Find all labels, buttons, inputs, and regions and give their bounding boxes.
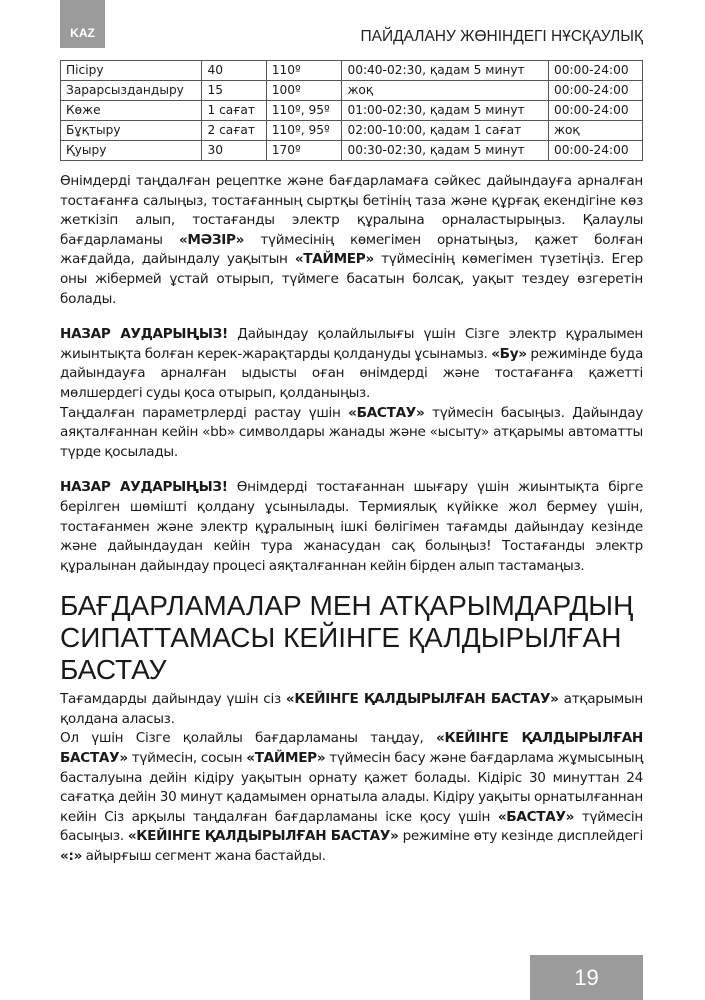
emphasis-text: «БАСТАУ» [348, 404, 425, 421]
emphasis-text: «Бу» [491, 345, 527, 362]
emphasis-text: «КЕЙІНГЕ ҚАЛДЫРЫЛҒАН БАСТАУ» [285, 691, 559, 708]
text-run: Өнімдерді таңдалған рецептке және бағдарламаға сәйкес дайындауға арналған тостағанға салыңыз, тостағанның сыртқы бетінің таза және құрғақ екендігіне көз жеткізіп алып, тостағанды электр құралына орналастырыңыз. Қалаулы бағдарламаны [60, 173, 643, 248]
table-cell: 110º, 95º [266, 101, 342, 121]
table-cell: 15 [202, 81, 266, 101]
table-row [61, 121, 643, 141]
text-run: Ол үшін Сізге қолайлы бағдарламаны таңдау, [60, 730, 436, 747]
text-run: Тағамдарды дайындау үшін сіз [60, 691, 286, 708]
paragraph [60, 404, 643, 463]
text-run: атқарымын қолдана аласыз. [60, 691, 643, 727]
emphasis-text: НАЗАР АУДАРЫҢЫЗ! [60, 326, 228, 343]
text-run: түймесін басу және бағдарлама жұмысының басталуына дейін кідіру уақытын орнату қажет болады. Кідіріс 30 минуттан 24 сағатқа дейін 30 минут қадамымен орнатыла алады. Кідіру уақыты орнатылғаннан кейін Сіз арқылы таңдалған бағдарламаны іске қосу үшін [60, 750, 643, 825]
table-cell: 110º [266, 61, 342, 81]
language-label: KAZ [70, 26, 95, 40]
emphasis-text: «:» [60, 848, 83, 865]
emphasis-text: «КЕЙІНГЕ ҚАЛДЫРЫЛҒАН БАСТАУ» [127, 828, 399, 845]
document-title: ПАЙДАЛАНУ ЖӨНІНДЕГІ НҰСҚАУЛЫҚ [360, 28, 643, 45]
table-row [61, 61, 643, 81]
table-cell: Қуыру [61, 141, 202, 161]
text-run: айырғыш сегмент жана бастайды. [82, 848, 326, 865]
emphasis-text: «МӘЗІР» [178, 231, 245, 248]
table-cell: 170º [266, 141, 342, 161]
table-cell: 00:30-02:30, қадам 5 минут [342, 141, 549, 161]
program-table [60, 60, 643, 161]
table-cell: 2 сағат [202, 121, 266, 141]
text-run: Дайындау қолайлылығы үшін Сізге электр құралымен жиынтықта болған керек-жарақтарды қолдануды ұсынамыз. [60, 326, 643, 362]
paragraph [60, 729, 643, 866]
page-number [530, 955, 643, 1000]
instructions-text [60, 172, 643, 576]
paragraph [60, 690, 643, 729]
paragraph [60, 325, 643, 403]
language-tab [60, 0, 105, 48]
table-cell: жоқ [548, 121, 642, 141]
text-run: түймесінің көмегімен орнатыңыз, қажет болған жағдайда, дайындалу уақытын [60, 231, 643, 268]
table-row [61, 101, 643, 121]
table-row [61, 141, 643, 161]
table-row [61, 81, 643, 101]
table-cell: 100º [266, 81, 342, 101]
table-cell: 40 [202, 61, 266, 81]
page-number-label: 19 [574, 964, 599, 990]
text-run: Өнімдерді тостағаннан шығару үшін жиынтықта бірге берілген шөмішті қолдану ұсынылады. Термиялық күйікке жол бермеу үшін, тостағанмен және электр құралының ішкі бөлігімен тағамды дайындау кезінде және дайындаудан кейін тура жанасудан сақ болыңыз! Тостағанды электр құралынан дайындау процесі аяқталғаннан кейін бірден алып тастамаңыз. [60, 479, 644, 574]
heading-line: БАҒДАРЛАМАЛАР МЕН АТҚАРЫМДАРДЫҢ [60, 590, 634, 622]
table-cell: 1 сағат [202, 101, 266, 121]
heading-line: СИПАТТАМАСЫ КЕЙІНГЕ ҚАЛДЫРЫЛҒАН [60, 622, 622, 654]
text-run: түймесін, сосын [127, 750, 247, 767]
text-run: түймесін басыңыз. [60, 808, 643, 845]
table-cell: 02:00-10:00, қадам 1 сағат [342, 121, 549, 141]
table-cell: 110º, 95º [266, 121, 342, 141]
table-cell: Бұқтыру [61, 121, 202, 141]
delayed-start-text [60, 690, 643, 866]
emphasis-text: «БАСТАУ» [497, 808, 575, 825]
section-heading [60, 590, 643, 686]
table-cell: 00:00-24:00 [548, 141, 642, 161]
table-cell: 00:00-24:00 [548, 81, 642, 101]
table-cell: 00:00-24:00 [548, 101, 642, 121]
paragraph [60, 172, 643, 309]
text-run: түймесінің көмегімен түзетіңіз. Егер оны жібермей ұстай отырып, түймеге басатын болсақ, уақыт тездеу өзгеретін болады. [60, 251, 643, 307]
heading-line: БАСТАУ [60, 654, 167, 686]
emphasis-text: «КЕЙІНГЕ ҚАЛДЫРЫЛҒАН БАСТАУ» [60, 730, 643, 767]
text-run: режимінде буда дайындауға арналған ыдысты оған өнімдерді және тостағанға қажетті мөлшердегі суды қоса отырып, қолданыңыз. [60, 345, 643, 401]
table-cell: 00:40-02:30, қадам 5 минут [342, 61, 549, 81]
table-cell: Зарарсыздандыру [61, 81, 202, 101]
table-cell: Көже [61, 101, 202, 121]
emphasis-text: «ТАЙМЕР» [294, 251, 374, 268]
emphasis-text: «ТАЙМЕР» [246, 750, 326, 767]
paragraph [60, 478, 643, 576]
table-cell: 00:00-24:00 [548, 61, 642, 81]
text-run: режиміне өту кезінде дисплейдегі [398, 828, 643, 845]
emphasis-text: НАЗАР АУДАРЫҢЫЗ! [60, 479, 228, 496]
main-content [60, 172, 643, 867]
table-cell: 01:00-02:30, қадам 5 минут [342, 101, 549, 121]
table-cell: Пісіру [61, 61, 202, 81]
text-run: түймесін басыңыз. Дайындау аяқталғаннан кейін «bb» символдары жанады және «ысыту» атқарымы автоматты түрде қосылады. [60, 404, 643, 460]
text-run: Таңдалған параметрлерді растау үшін [60, 404, 349, 421]
table-cell: 30 [202, 141, 266, 161]
table-cell: жоқ [342, 81, 549, 101]
